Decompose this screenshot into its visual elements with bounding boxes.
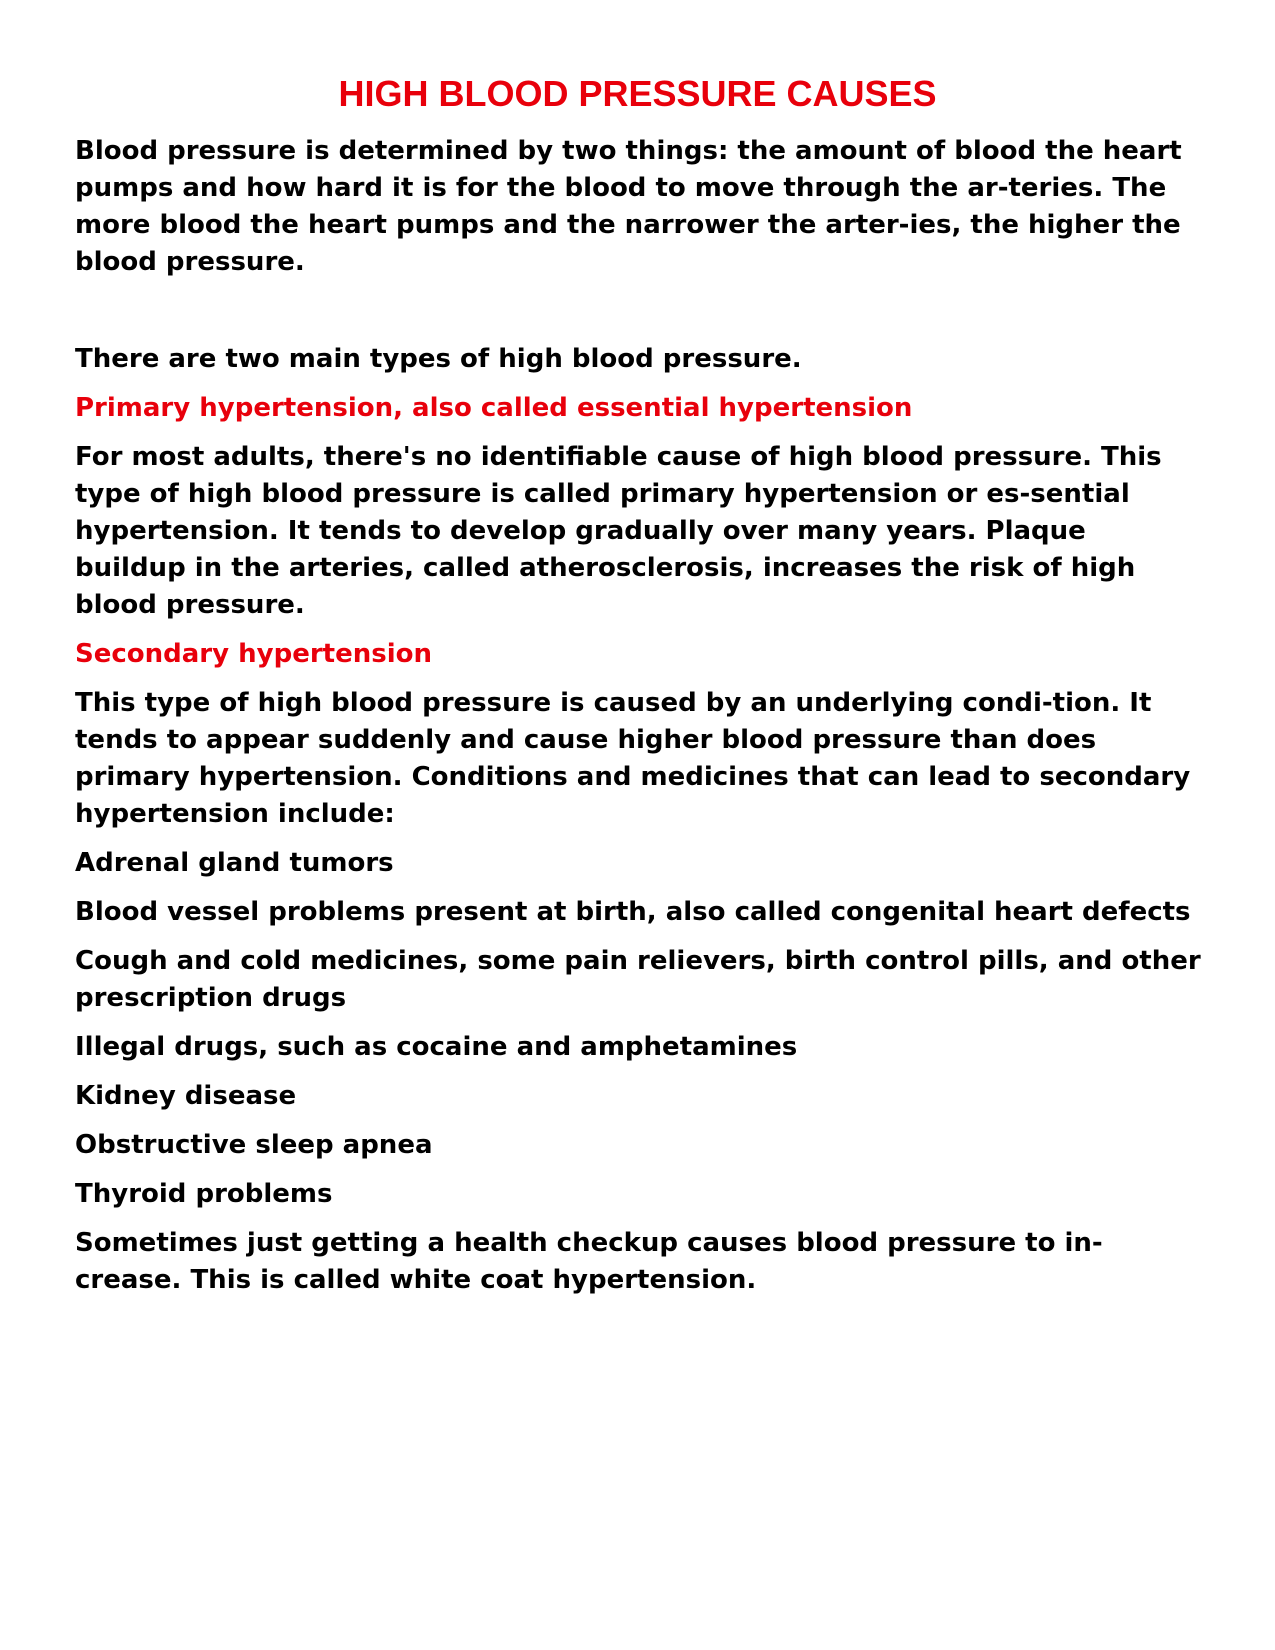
secondary-heading: Secondary hypertension [75, 639, 432, 669]
primary-heading: Primary hypertension, also called essential hypertension [75, 393, 913, 423]
types-intro-paragraph: There are two main types of high blood pressure. [75, 344, 802, 374]
list-item: Cough and cold medicines, some pain relievers, birth control pills, and other prescription drugs [75, 946, 1201, 1013]
document-body [75, 133, 1205, 1311]
closing-paragraph: Sometimes just getting a health checkup causes blood pressure to in-crease. This is called white coat hypertension. [75, 1228, 1103, 1295]
page-title: HIGH BLOOD PRESSURE CAUSES [338, 73, 937, 114]
list-item: Blood vessel problems present at birth, also called congenital heart defects [75, 897, 1191, 927]
primary-body: For most adults, there's no identifiable cause of high blood pressure. This type of high blood pressure is called primary hypertension or es-sential hypertension. It tends to develop gradually over many years. Plaque buildup in the arteries, called atherosclerosis, increases the risk of high blood pressure. [75, 442, 1162, 620]
list-item: Obstructive sleep apnea [75, 1130, 433, 1160]
list-item: Thyroid problems [75, 1179, 333, 1209]
list-item: Adrenal gland tumors [75, 848, 394, 878]
list-item: Kidney disease [75, 1081, 297, 1111]
intro-paragraph: Blood pressure is determined by two things: the amount of blood the heart pumps and how hard it is for the blood to move through the ar-teries. The more blood the heart pumps and the narrower the arter-ies, the higher the blood pressure. [75, 136, 1182, 277]
list-item: Illegal drugs, such as cocaine and amphetamines [75, 1032, 798, 1062]
secondary-body: This type of high blood pressure is caused by an underlying condi-tion. It tends to appear suddenly and cause higher blood pressure than does primary hypertension. Conditions and medicines that can lead to secondary hypertension include: [75, 688, 1191, 829]
